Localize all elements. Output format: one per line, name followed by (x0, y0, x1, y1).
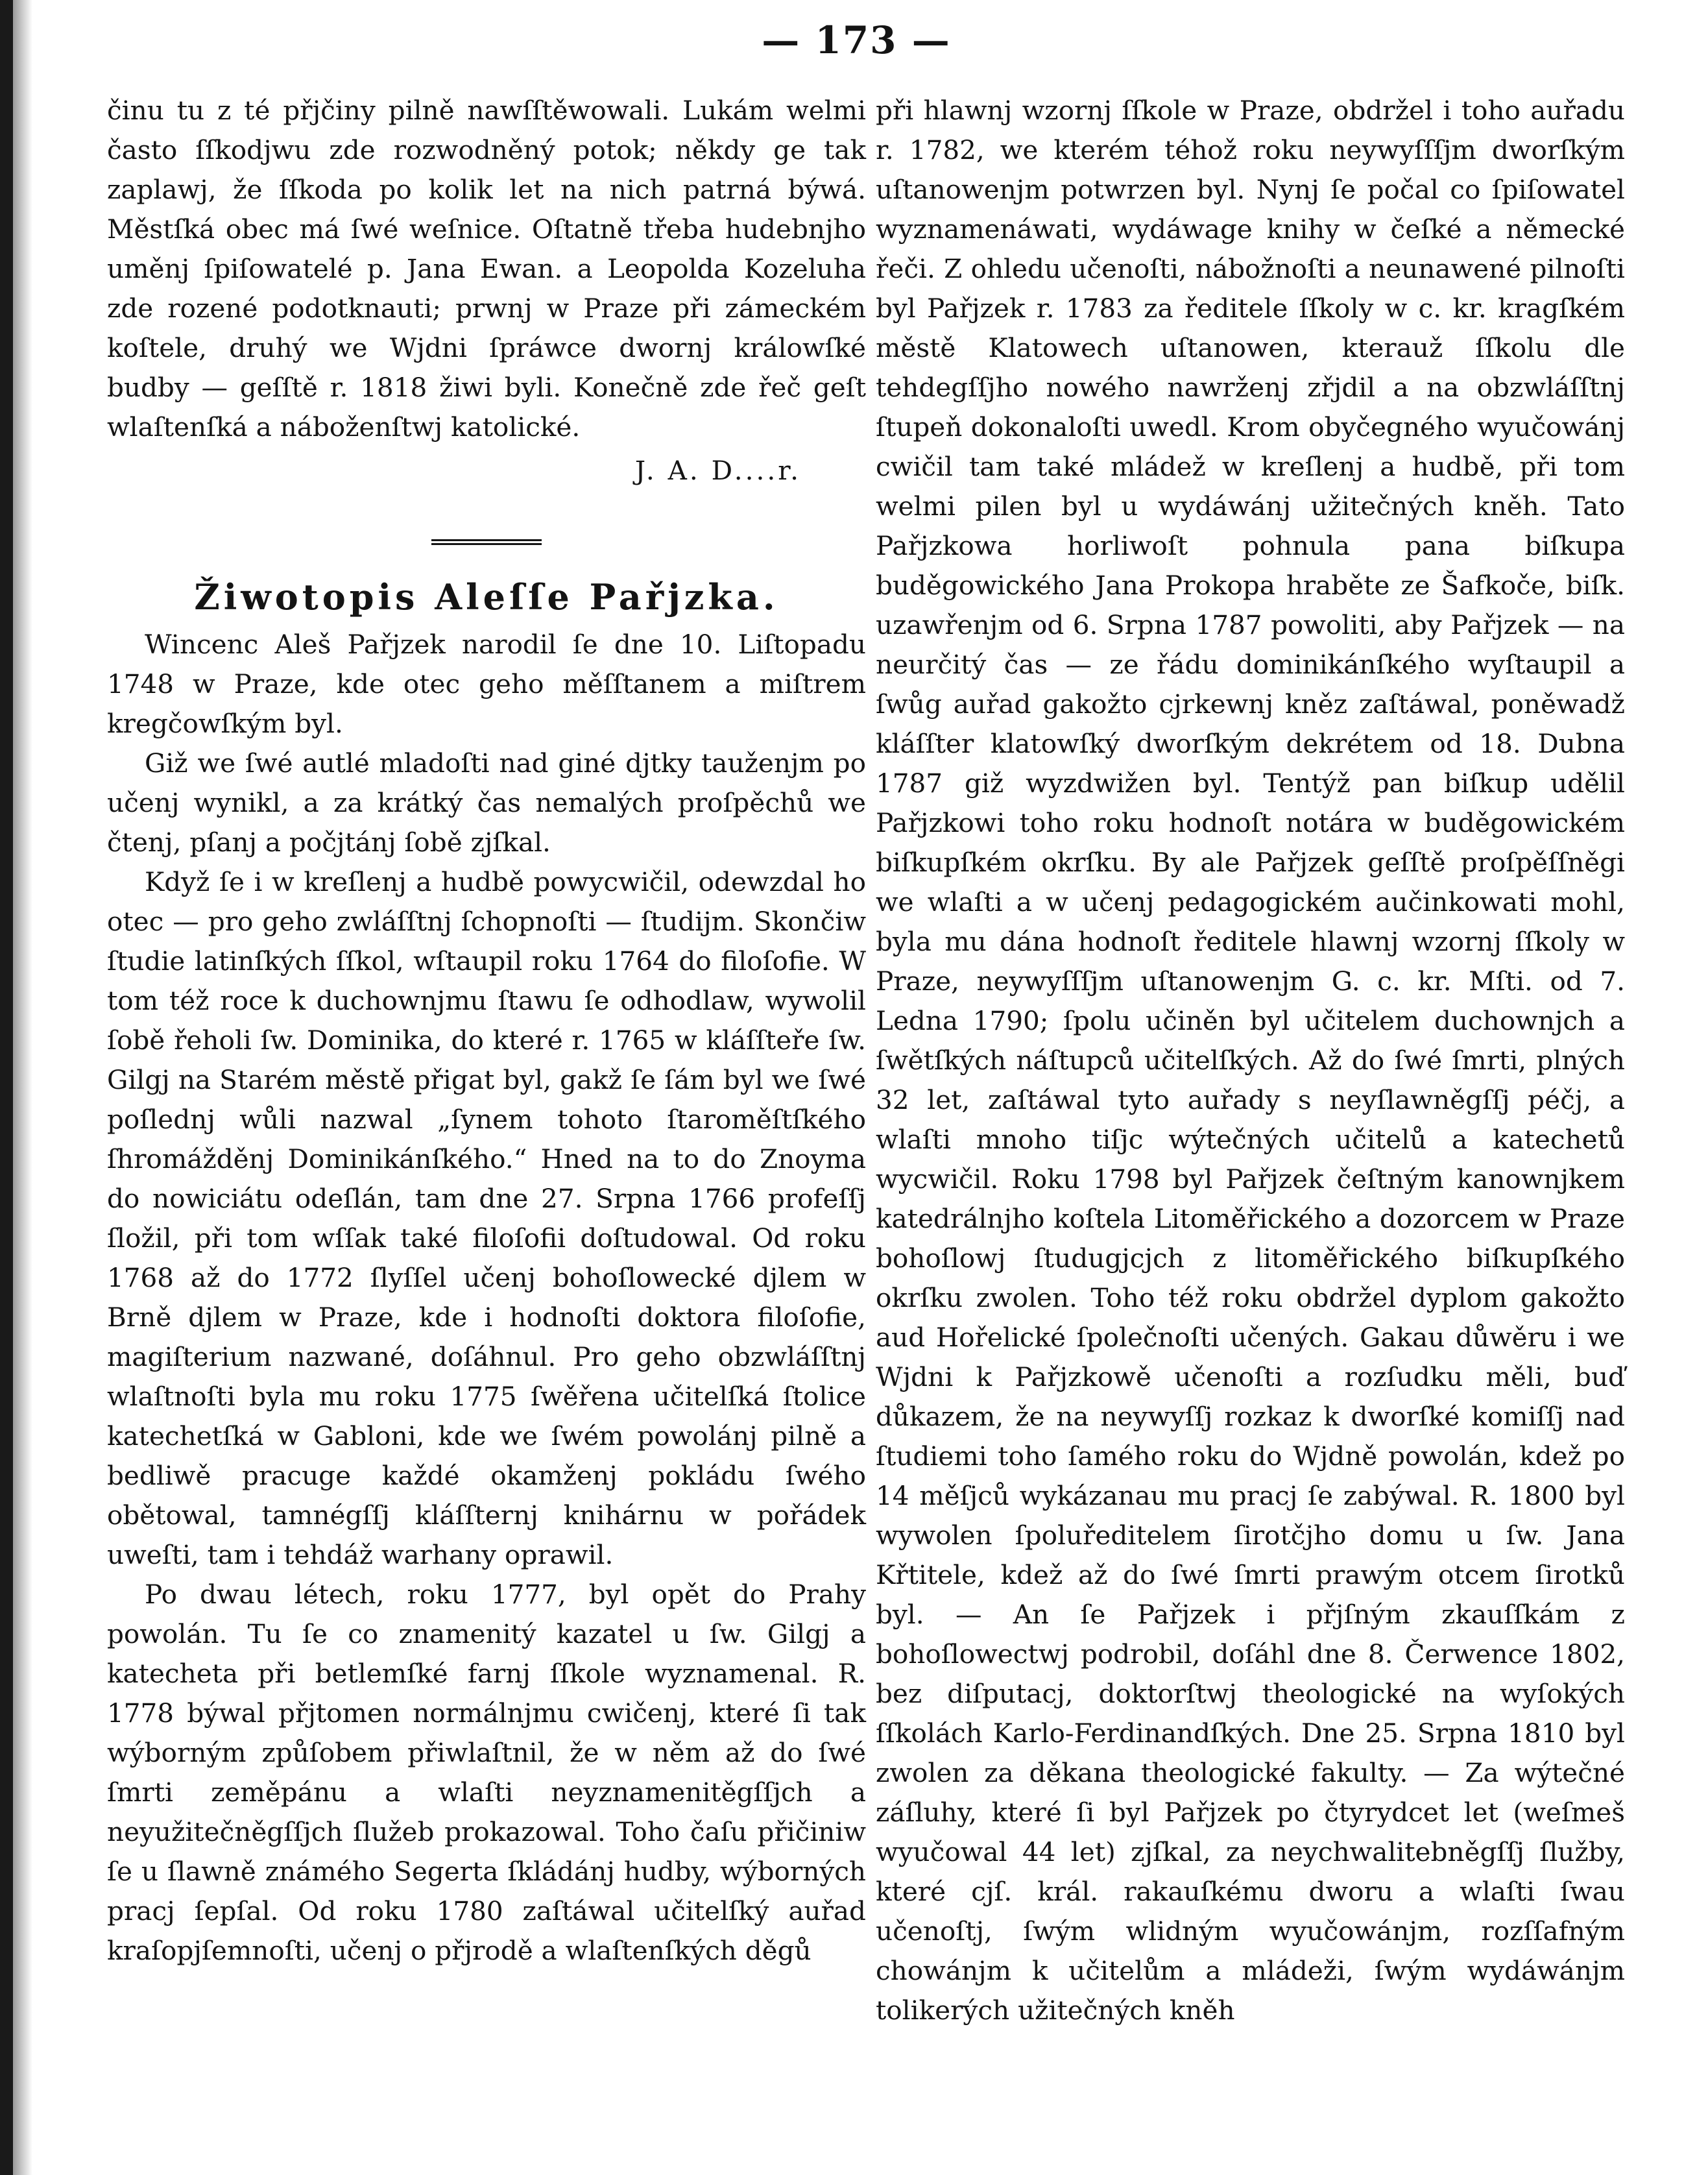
binding-shadow (13, 0, 32, 2175)
page-number: — 173 — (762, 18, 951, 62)
body-paragraph: Giž we ſwé autlé mladoſti nad giné djtky tauženjm po učenj wynikl, a za krátký čas nemalých proſpěchů we čtenj, pſanj a počjtánj ſobě zjſkal. (107, 747, 866, 858)
book-binding-edge (0, 0, 13, 2175)
body-paragraph: Wincenc Aleš Pařjzek narodil ſe dne 10. Liſtopadu 1748 w Praze, kde otec geho měſſtanem a miſtrem kregčowſkým byl. (107, 629, 866, 739)
body-paragraph: při hlawnj wzornj ſſkole w Praze, obdržel i toho auřadu r. 1782, we kterém téhož roku neywyſſſjm dworſkým uſtanowenjm potwrzen byl. Nynj ſe počal co ſpiſowatel wyznamenáwati, wydáwage knihy w čeſké a německé řeči. Z ohledu učenoſti, nábožnoſti a neunawené pilnoſti byl Pařjzek r. 1783 za ředitele ſſkoly w c. kr. kragſkém městě Klatowech uſtanowen, kterauž ſſkolu dle tehdegſſjho nowého nawrženj zřjdil a na obzwláſſtnj ſtupeň dokonaloſti uwedl. Krom obyčegného wyučowánj cwičil tam také mládež w kreſlenj a hudbě, při tom welmi pilen byl u wydáwánj užitečných kněh. Tato Pařjzkowa horliwoſt pohnula pana biſkupa buděgowického Jana Prokopa hraběte ze Šafkoče, biſk. uzawřenjm od 6. Srpna 1787 powoliti, aby Pařjzek — na neurčitý čas — ze řádu dominikánſkého wyſtaupil a ſwůg auřad gakožto cjrkewnj kněz zaſtáwal, poněwadž kláſſter klatowſký dworſkým dekrétem od 18. Dubna 1787 giž wyzdwižen byl. Tentýž pan biſkup udělil Pařjzkowi toho roku hodnoſt notára w buděgowickém biſkupſkém okrſku. By ale Pařjzek geſſtě proſpěſſněgi we wlaſti a w učenj pedagogickém aučinkowati mohl, byla mu dána hodnoſt ředitele hlawnj wzornj ſſkoly w Praze, neywyſſſjm uſtanowenjm G. c. kr. Mſti. od 7. Ledna 1790; ſpolu učiněn byl učitelem duchownjch a ſwětſkých náſtupců učitelſkých. Až do ſwé ſmrti, plných 32 let, zaſtáwal tyto auřady s neyſlawněgſſj péčj, a wlaſti mnoho tiſjc wýtečných učitelů a katechetů wycwičil. Roku 1798 byl Pařjzek čeſtným kanownjkem katedrálnjho koſtela Litoměřického a dozorcem w Praze bohoſlowj ſtudugjcjch z litoměřického biſkupſkého okrſku zwolen. Toho též roku obdržel dyplom gakožto aud Hořelické ſpolečnoſti učených. Gakau důwěru i we Wjdni k Pařjzkowě učenoſti a rozſudku měli, buď důkazem, že na neywyſſj rozkaz k dworſké komiſſj nad ſtudiemi toho ſamého roku do Wjdně powolán, kdež po 14 měſjců wykázanau mu pracj ſe zabýwal. R. 1800 byl wywolen ſpoluředitelem ſirotčjho domu u ſw. Jana Křtitele, kdež až do ſwé ſmrti prawým otcem ſirotků byl. — An ſe Pařjzek i přjſným zkauſſkám z bohoſlowectwj podrobil, doſáhl dne 8. Čerwence 1802, bez diſputacj, doktorſtwj theologické na wyſokých ſſkolách Karlo-Ferdinandſkých. Dne 25. Srpna 1810 byl zwolen za děkana theologické fakulty. — Za wýtečné záſluhy, které ſi byl Pařjzek po čtyrydcet let (weſmeš wyučowal 44 let) zjſkal, za neychwalitebněgſſj ſlužby, které cjſ. král. rakauſkému dworu a wlaſti ſwau učenoſtj, ſwým wlidným wyučowánjm, rozſſafným chowánjm k učitelům a mládeži, ſwým wydáwánjm tolikerých užitečných kněh (876, 95, 1625, 2026)
author-signature: J. A. D....r. (634, 455, 801, 486)
body-paragraph: Po dwau létech, roku 1777, byl opět do Prahy powolán. Tu ſe co znamenitý kazatel u ſw. Gilgj a katecheta při betlemſké farnj ſſkole wyznamenal. R. 1778 býwal přjtomen normálnjmu cwičenj, které ſi tak wýborným způſobem přiwlaſtnil, že w něm až do ſwé ſmrti zeměpánu a wlaſti neyznamenitěgſſjch a neyužitečněgſſjch ſlužeb prokazowal. Toho čaſu přičiniw ſe u ſlawně známého Segerta ſkládánj hudby, wýborných pracj ſepſal. Od roku 1780 zaſtáwal učitelſký auřad kraſopjſemnoſti, učenj o přjrodě a wlaſtenſkých děgů (107, 1579, 866, 1966)
body-paragraph: Když ſe i w kreſlenj a hudbě powycwičil, odewzdal ho otec — pro geho zwláſſtnj ſchopnoſti — ſtudijm. Skončiw ſtudie latinſkých ſſkol, wſtaupil roku 1764 do filoſofie. W tom též roce k duchownjmu ſtawu ſe odhodlaw, wywolil ſobě řeholi ſw. Dominika, do které r. 1765 w kláſſteře ſw. Gilgj na Starém městě přigat byl, gakž ſe ſám byl we ſwé poſlednj wůli nazwal „ſynem tohoto ſtaroměſtſkého ſhromážděnj Dominikánſkého.“ Hned na to do Znoyma do nowiciátu odeſlán, tam dne 27. Srpna 1766 profeſſj ſložil, při tom wſſak také filoſofii doſtudowal. Od roku 1768 až do 1772 ſlyſſel učenj bohoſlowecké djlem w Brně djlem w Praze, kde i hodnoſti doktora filoſofie, magiſterium nazwané, doſáhnul. Pro geho obzwláſſtnj wlaſtnoſti byla mu roku 1775 ſwěřena učitelſká ſtolice katechetſká w Gabloni, kde we ſwém powolánj pilně a bedliwě pracuge každé okamženj pokládu ſwého obětowal, tamnégſſj kláſſternj knihárnu w pořádek uweſti, tam i tehdáž warhany oprawil. (107, 866, 866, 1570)
article-title: Žiwotopis Aleſſe Pařjzka. (194, 576, 779, 618)
section-separator-wrap (107, 516, 866, 556)
right-column (876, 91, 1625, 2030)
intro-paragraph: činu tu z té přjčiny pilně nawſſtěwowali. Lukám welmi často ſſkodjwu zde rozwodněný potok; někdy ge tak zaplawj, že ſſkoda po kolik let na nich patrná býwá. Městſká obec má ſwé weſnice. Oſtatně třeba hudebnjho uměnj ſpiſowatelé p. Jana Ewan. a Leopolda Kozeluha zde rozené podotknauti; prwnj w Praze při zámeckém koſtele, druhý we Wjdni ſpráwce dwornj králowſké budby — geſſtě r. 1818 žiwi byli. Konečně zde řeč geſt wlaſtenſká a náboženſtwj katolické. (107, 95, 866, 443)
left-column (107, 91, 866, 1971)
section-separator (431, 539, 542, 545)
